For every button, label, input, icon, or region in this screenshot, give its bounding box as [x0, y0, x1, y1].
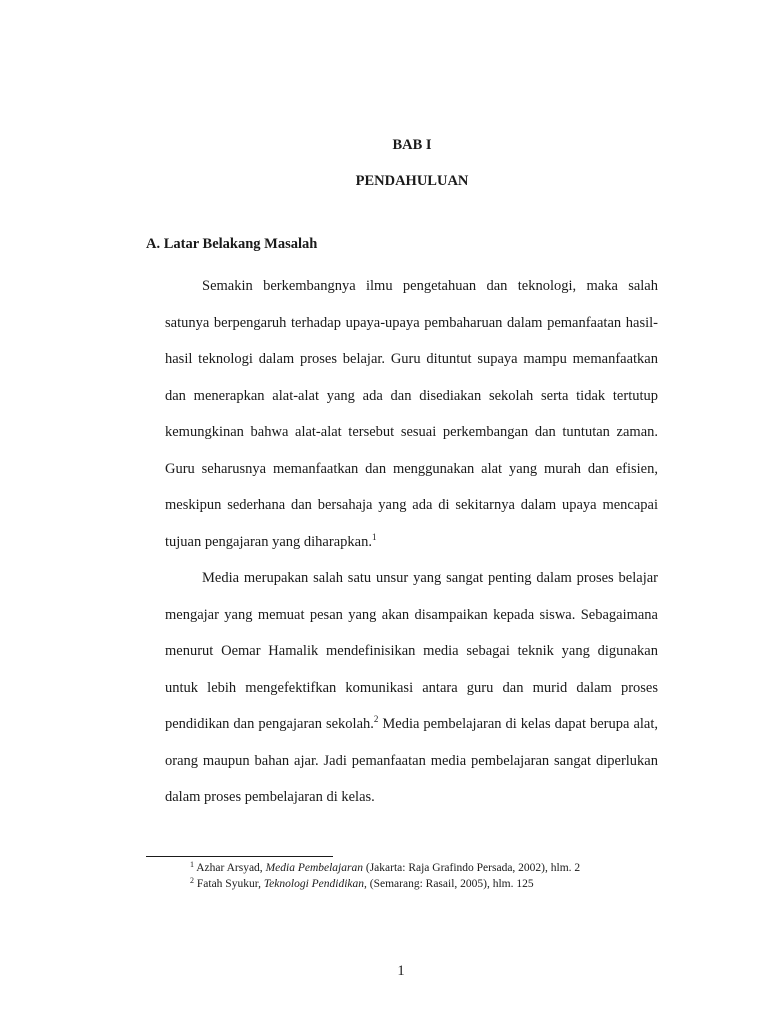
footnote-title: Teknologi Pendidikan [263, 877, 365, 890]
paragraph-2 [165, 560, 658, 816]
footnote-author: Fatah Syukur, [196, 877, 264, 890]
chapter-title: PENDAHULUAN [355, 173, 469, 189]
chapter-number: BAB I [392, 137, 432, 153]
paragraph-text: Semakin berkembangnya ilmu pengetahuan dan teknologi, maka salah satunya berpengaruh terhadap upaya-upaya pembaharuan dalam pemanfaatan hasil-hasil teknologi dalam proses belajar. Guru dituntut supaya mampu memanfaatkan dan menerapkan alat-alat yang ada dan disediakan sekolah serta tidak tertutup kemungkinan bahwa alat-alat tersebut sesuai perkembangan dan tuntutan zaman. Guru seharusnya memanfaatkan dan menggunakan alat yang murah dan efisien, meskipun sederhana dan bersahaja yang ada di sekitarnya dalam upaya mencapai tujuan pengajaran yang diharapkan. [165, 278, 658, 550]
footnotes [190, 861, 660, 892]
footnote-separator [146, 856, 333, 857]
footnote-1 [190, 861, 660, 877]
footnote-title: Media Pembelajaran [265, 862, 363, 874]
page-number: 1 [397, 963, 405, 979]
footnote-details: (Jakarta: Raja Grafindo Persada, 2002), hlm. 2 [362, 862, 581, 874]
footnote-details: , (Semarang: Rasail, 2005), hlm. 125 [364, 877, 534, 890]
footnote-reference[interactable]: 1 [371, 531, 377, 542]
footnote-reference[interactable]: 2 [373, 714, 379, 724]
footnote-2 [190, 877, 660, 893]
paragraph-text-continued: Media pembelajaran di kelas dapat berupa alat, orang maupun bahan ajar. Jadi pemanfaatan media pembelajaran sangat diperlukan dalam proses pembelajaran di kelas. [165, 716, 658, 805]
footnote-author: Azhar Arsyad, [196, 862, 266, 874]
paragraph-1 [165, 268, 658, 560]
footnote-number: 1 [190, 860, 194, 869]
body-text [165, 268, 658, 816]
section-heading: A. Latar Belakang Masalah [146, 236, 318, 252]
paragraph-text: Media merupakan salah satu unsur yang sangat penting dalam proses belajar mengajar yang memuat pesan yang akan disampaikan kepada siswa. Sebagaimana menurut Oemar Hamalik mendefinisikan media sebagai teknik yang digunakan untuk lebih mengefektifkan komunikasi antara guru dan murid dalam proses pendidikan dan pengajaran sekolah. [165, 570, 658, 732]
footnote-number: 2 [190, 875, 194, 885]
